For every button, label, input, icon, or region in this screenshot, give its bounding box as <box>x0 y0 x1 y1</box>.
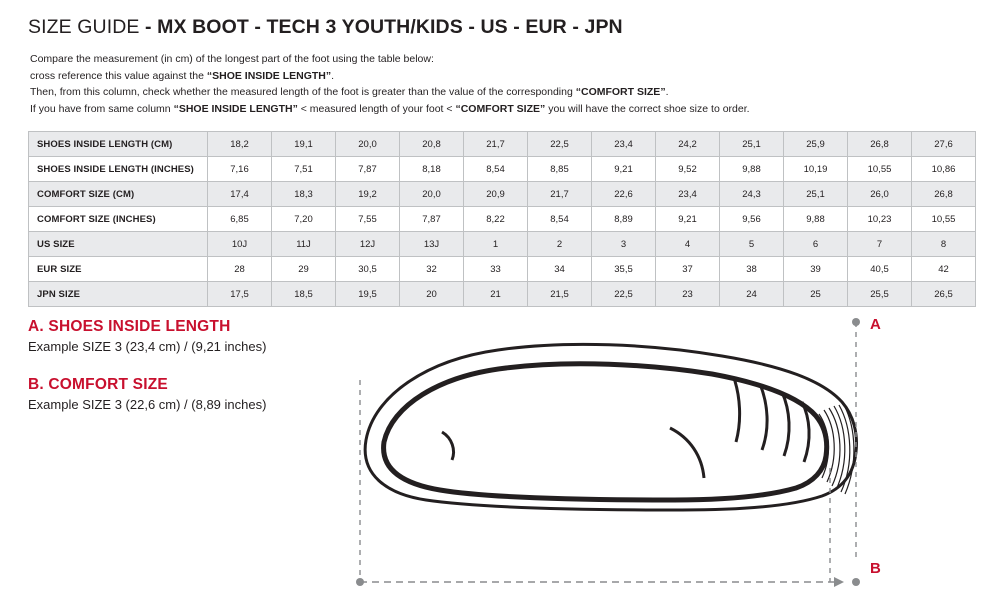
table-cell: 7,51 <box>272 157 336 182</box>
intro-line-2 <box>30 68 972 85</box>
table-cell: 10,55 <box>912 207 976 232</box>
table-cell: 9,21 <box>592 157 656 182</box>
foot-diagram <box>330 310 970 610</box>
table-row-header: SHOES INSIDE LENGTH (CM) <box>29 132 208 157</box>
table-cell: 22,5 <box>592 282 656 307</box>
table-cell: 20,8 <box>400 132 464 157</box>
table-cell: 24 <box>720 282 784 307</box>
intro-line-3 <box>30 84 972 101</box>
table-cell: 9,56 <box>720 207 784 232</box>
table-cell: 27,6 <box>912 132 976 157</box>
table-cell: 22,6 <box>592 182 656 207</box>
table-cell: 7,87 <box>400 207 464 232</box>
table-cell: 9,21 <box>656 207 720 232</box>
table-cell: 25,5 <box>848 282 912 307</box>
table-row-header: SHOES INSIDE LENGTH (INCHES) <box>29 157 208 182</box>
table-cell: 9,88 <box>784 207 848 232</box>
marker-label-a: A <box>870 316 881 333</box>
table-cell: 24,2 <box>656 132 720 157</box>
intro-line-1 <box>30 51 972 68</box>
intro-line-2-c: . <box>331 69 335 82</box>
table-cell: 19,2 <box>336 182 400 207</box>
legend-a-text: Example SIZE 3 (23,4 cm) / (9,21 inches) <box>28 339 267 354</box>
table-cell: 25,9 <box>784 132 848 157</box>
table-row <box>29 132 976 157</box>
table-cell: 8 <box>912 232 976 257</box>
table-cell: 9,52 <box>656 157 720 182</box>
measure-arrow-b <box>834 577 844 587</box>
table-cell: 7,16 <box>208 157 272 182</box>
table-cell: 10,23 <box>848 207 912 232</box>
table-row <box>29 182 976 207</box>
size-table-body <box>29 132 976 307</box>
intro-line-4-a: If you have from same column <box>30 102 174 115</box>
table-cell: 17,4 <box>208 182 272 207</box>
table-cell: 29 <box>272 257 336 282</box>
table-cell: 21,5 <box>528 282 592 307</box>
table-cell: 13J <box>400 232 464 257</box>
table-cell: 23,4 <box>592 132 656 157</box>
table-cell: 8,18 <box>400 157 464 182</box>
table-cell: 37 <box>656 257 720 282</box>
table-cell: 8,22 <box>464 207 528 232</box>
intro-line-4-b: “SHOE INSIDE LENGTH” <box>173 102 298 115</box>
table-cell: 20,9 <box>464 182 528 207</box>
table-cell: 19,5 <box>336 282 400 307</box>
table-cell: 35,5 <box>592 257 656 282</box>
table-cell: 25,1 <box>784 182 848 207</box>
intro-line-2-a: cross reference this value against the <box>30 69 207 82</box>
intro-line-3-b: “COMFORT SIZE” <box>575 86 666 98</box>
table-cell: 10,55 <box>848 157 912 182</box>
table-cell: 18,5 <box>272 282 336 307</box>
table-cell: 21 <box>464 282 528 307</box>
guide-dot-a <box>852 318 860 326</box>
table-cell: 10,86 <box>912 157 976 182</box>
intro-text <box>30 51 972 117</box>
table-cell: 24,3 <box>720 182 784 207</box>
page-title-prefix: SIZE GUIDE <box>28 16 146 38</box>
marker-label-b: B <box>870 560 881 577</box>
measure-dot-right <box>852 578 860 586</box>
table-cell: 12J <box>336 232 400 257</box>
table-cell: 39 <box>784 257 848 282</box>
size-table <box>28 131 976 307</box>
intro-line-4-e: you will have the correct shoe size to order. <box>545 102 750 115</box>
table-cell: 42 <box>912 257 976 282</box>
legend-b-title: B. COMFORT SIZE <box>28 376 168 393</box>
table-cell: 20,0 <box>336 132 400 157</box>
table-cell: 5 <box>720 232 784 257</box>
table-cell: 3 <box>592 232 656 257</box>
table-row <box>29 157 976 182</box>
legend-b-text: Example SIZE 3 (22,6 cm) / (8,89 inches) <box>28 397 267 412</box>
table-row-header: COMFORT SIZE (CM) <box>29 182 208 207</box>
table-row-header: JPN SIZE <box>29 282 208 307</box>
legend-a-title: A. SHOES INSIDE LENGTH <box>28 318 231 335</box>
table-cell: 30,5 <box>336 257 400 282</box>
table-cell: 26,0 <box>848 182 912 207</box>
size-table-wrapper <box>28 131 976 307</box>
table-cell: 22,5 <box>528 132 592 157</box>
table-cell: 8,85 <box>528 157 592 182</box>
table-cell: 33 <box>464 257 528 282</box>
table-cell: 32 <box>400 257 464 282</box>
table-cell: 6,85 <box>208 207 272 232</box>
table-cell: 19,1 <box>272 132 336 157</box>
table-cell: 8,89 <box>592 207 656 232</box>
table-cell: 28 <box>208 257 272 282</box>
table-cell: 2 <box>528 232 592 257</box>
table-cell: 11J <box>272 232 336 257</box>
table-cell: 18,3 <box>272 182 336 207</box>
table-cell: 7,55 <box>336 207 400 232</box>
table-row <box>29 282 976 307</box>
table-cell: 20 <box>400 282 464 307</box>
table-cell: 25,1 <box>720 132 784 157</box>
table-cell: 17,5 <box>208 282 272 307</box>
table-cell: 10J <box>208 232 272 257</box>
table-cell: 9,88 <box>720 157 784 182</box>
table-cell: 18,2 <box>208 132 272 157</box>
intro-line-2-b: “SHOE INSIDE LENGTH” <box>206 69 332 82</box>
table-row <box>29 257 976 282</box>
table-row-header: COMFORT SIZE (INCHES) <box>29 207 208 232</box>
page-title <box>28 16 972 39</box>
table-cell: 38 <box>720 257 784 282</box>
table-row <box>29 207 976 232</box>
table-cell: 26,8 <box>848 132 912 157</box>
intro-line-3-a: Then, from this column, check whether the measured length of the foot is greater than the value of the corresponding <box>30 86 576 98</box>
table-cell: 7,87 <box>336 157 400 182</box>
table-cell: 21,7 <box>528 182 592 207</box>
legend <box>28 318 358 412</box>
table-cell: 21,7 <box>464 132 528 157</box>
table-cell: 7 <box>848 232 912 257</box>
table-cell: 4 <box>656 232 720 257</box>
intro-line-4-c: < measured length of your foot < <box>297 102 456 115</box>
intro-line-4 <box>30 101 972 118</box>
table-row <box>29 232 976 257</box>
table-cell: 26,8 <box>912 182 976 207</box>
table-cell: 10,19 <box>784 157 848 182</box>
table-cell: 8,54 <box>528 207 592 232</box>
table-cell: 26,5 <box>912 282 976 307</box>
table-cell: 1 <box>464 232 528 257</box>
table-row-header: US SIZE <box>29 232 208 257</box>
table-cell: 8,54 <box>464 157 528 182</box>
table-cell: 23,4 <box>656 182 720 207</box>
table-cell: 7,20 <box>272 207 336 232</box>
table-cell: 25 <box>784 282 848 307</box>
intro-line-4-d: “COMFORT SIZE” <box>455 102 546 115</box>
table-row-header: EUR SIZE <box>29 257 208 282</box>
table-cell: 40,5 <box>848 257 912 282</box>
table-cell: 34 <box>528 257 592 282</box>
table-cell: 20,0 <box>400 182 464 207</box>
intro-line-1-text: Compare the measurement (in cm) of the longest part of the foot using the table below: <box>30 53 434 65</box>
page-title-bold: - MX BOOT - TECH 3 YOUTH/KIDS - US - EUR - JPN <box>145 16 623 38</box>
table-cell: 6 <box>784 232 848 257</box>
intro-line-3-c: . <box>665 86 669 98</box>
table-cell: 23 <box>656 282 720 307</box>
